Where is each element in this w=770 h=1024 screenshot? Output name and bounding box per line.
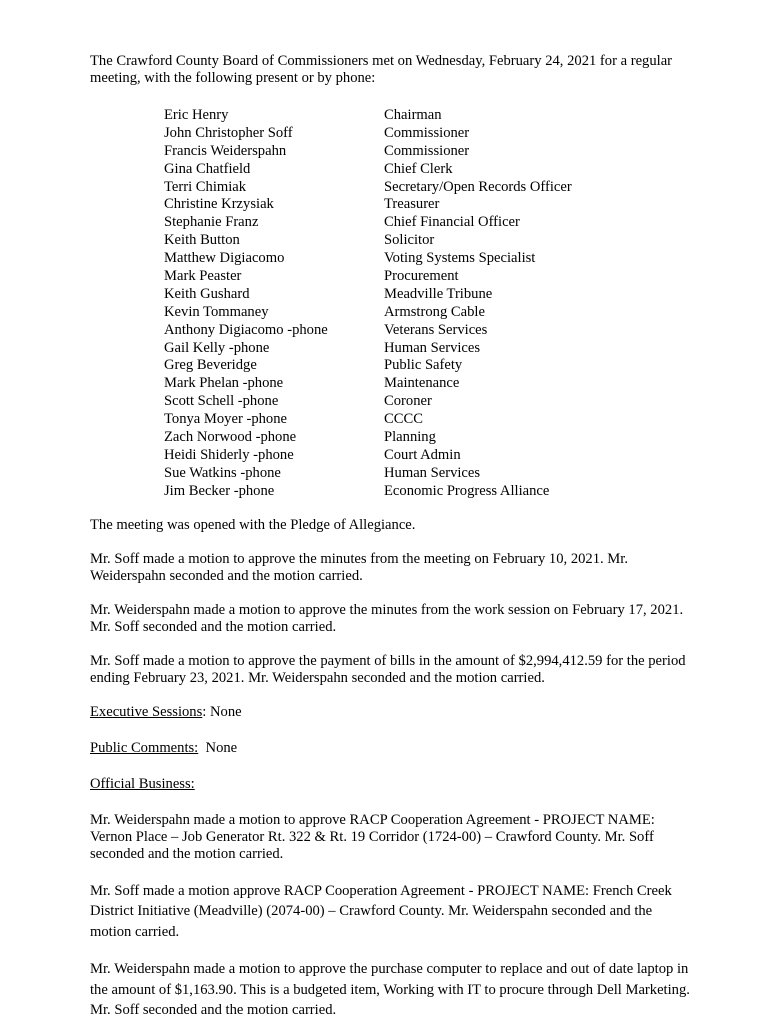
attendee-name: Anthony Digiacomo -phone xyxy=(164,321,328,338)
attendee-name: Gail Kelly -phone xyxy=(164,339,270,356)
attendee-name: Tonya Moyer -phone xyxy=(164,411,287,428)
attendee-name: Stephanie Franz xyxy=(164,214,259,231)
attendee-name: Kevin Tommaney xyxy=(164,303,269,320)
attendee-role: Armstrong Cable xyxy=(384,303,485,320)
attendee-row xyxy=(90,125,690,143)
attendee-row xyxy=(90,268,690,286)
attendee-role: Secretary/Open Records Officer xyxy=(384,178,572,195)
attendee-name: Heidi Shiderly -phone xyxy=(164,446,294,463)
attendee-role: Solicitor xyxy=(384,232,435,249)
attendee-role: Economic Progress Alliance xyxy=(384,482,550,499)
attendee-name: Matthew Digiacomo xyxy=(164,250,285,267)
executive-sessions-line xyxy=(90,704,690,721)
attendee-role: Court Admin xyxy=(384,446,461,463)
attendee-row xyxy=(90,322,690,340)
public-comments-value: None xyxy=(198,739,238,756)
attendee-name: Greg Beveridge xyxy=(164,357,257,374)
attendee-row xyxy=(90,179,690,197)
attendee-row xyxy=(90,214,690,232)
attendee-row xyxy=(90,393,690,411)
attendee-row xyxy=(90,143,690,161)
attendee-role: Human Services xyxy=(384,339,481,356)
attendee-role: Commissioner xyxy=(384,142,470,159)
motion-racp-french-creek-paragraph: Mr. Soff made a motion approve RACP Cooperation Agreement - PROJECT NAME: French Creek District Initiative (Meadville) (2074-00) – Crawford County. Mr. Weiderspahn seconded and the motion carried. xyxy=(90,882,672,940)
executive-sessions-value: : None xyxy=(202,703,242,720)
attendee-role: Chairman xyxy=(384,107,442,123)
attendee-row xyxy=(90,107,690,125)
public-comments-line xyxy=(90,740,690,757)
attendee-name: Sue Watkins -phone xyxy=(164,464,281,481)
attendee-name: Mark Peaster xyxy=(164,268,242,285)
meeting-minutes-page xyxy=(90,53,690,1021)
public-comments-heading: Public Comments: xyxy=(90,739,199,756)
motion-work-session-paragraph: Mr. Weiderspahn made a motion to approve the minutes from the work session on February 17, 2021. Mr. Soff seconded and the motion carried. xyxy=(90,601,684,635)
intro-paragraph: The Crawford County Board of Commissioners met on Wednesday, February 24, 2021 for a regular meeting, with the following present or by phone: xyxy=(90,53,673,86)
attendee-row xyxy=(90,411,690,429)
attendee-row xyxy=(90,340,690,358)
attendee-role: Chief Clerk xyxy=(384,160,453,177)
attendee-row xyxy=(90,447,690,465)
attendee-row xyxy=(90,250,690,268)
official-business-line xyxy=(90,776,690,793)
attendee-role: Veterans Services xyxy=(384,321,488,338)
attendee-role: Meadville Tribune xyxy=(384,285,493,302)
attendee-name: Keith Gushard xyxy=(164,285,250,302)
attendee-name: Christine Krzysiak xyxy=(164,196,274,213)
attendee-role: Human Services xyxy=(384,464,481,481)
attendee-role: Voting Systems Specialist xyxy=(384,250,536,267)
attendee-role: Planning xyxy=(384,429,436,446)
attendee-row xyxy=(90,483,690,501)
attendee-role: Commissioner xyxy=(384,124,470,141)
attendee-role: Public Safety xyxy=(384,357,463,374)
attendee-name: Terri Chimiak xyxy=(164,178,247,195)
attendee-name: Gina Chatfield xyxy=(164,160,251,177)
attendee-row xyxy=(90,196,690,214)
attendee-row xyxy=(90,232,690,250)
attendee-role: Procurement xyxy=(384,268,459,285)
official-business-heading: Official Business: xyxy=(90,775,195,792)
attendee-row xyxy=(90,375,690,393)
attendee-role: Chief Financial Officer xyxy=(384,214,520,231)
attendee-name: Francis Weiderspahn xyxy=(164,142,287,159)
attendee-name: John Christopher Soff xyxy=(164,124,293,141)
pledge-paragraph: The meeting was opened with the Pledge of Allegiance. xyxy=(90,516,416,533)
attendee-name: Mark Phelan -phone xyxy=(164,375,284,392)
attendee-name: Keith Button xyxy=(164,232,240,249)
attendee-row xyxy=(90,429,690,447)
attendee-name: Scott Schell -phone xyxy=(164,393,279,410)
attendee-role: Coroner xyxy=(384,393,432,410)
attendee-name: Eric Henry xyxy=(164,107,229,123)
attendee-row xyxy=(90,161,690,179)
attendee-row xyxy=(90,357,690,375)
attendee-role: Maintenance xyxy=(384,375,460,392)
attendee-row xyxy=(90,286,690,304)
motion-bills-paragraph: Mr. Soff made a motion to approve the payment of bills in the amount of $2,994,412.59 for the period ending February 23, 2021. Mr. Weiderspahn seconded and the motion carried. xyxy=(90,652,686,686)
motion-minutes-paragraph: Mr. Soff made a motion to approve the minutes from the meeting on February 10, 2021. Mr. Weiderspahn seconded and the motion carried. xyxy=(90,550,628,584)
attendee-list xyxy=(90,107,690,501)
attendee-row xyxy=(90,304,690,322)
motion-racp-vernon-paragraph: Mr. Weiderspahn made a motion to approve RACP Cooperation Agreement - PROJECT NAME: Vernon Place – Job Generator Rt. 322 & Rt. 19 Corridor (1724-00) – Crawford County. Mr. Soff seconded and the motion carried. xyxy=(90,811,655,862)
motion-computer-paragraph: Mr. Weiderspahn made a motion to approve the purchase computer to replace and out of date laptop in the amount of $1,163.90. This is a budgeted item, Working with IT to procure through Dell Marketing. Mr. Soff seconded and the motion carried. xyxy=(90,961,690,1019)
attendee-name: Jim Becker -phone xyxy=(164,482,275,499)
executive-sessions-heading: Executive Sessions xyxy=(90,703,203,720)
attendee-name: Zach Norwood -phone xyxy=(164,429,297,446)
attendee-role: CCCC xyxy=(384,411,423,428)
attendee-row xyxy=(90,465,690,483)
attendee-role: Treasurer xyxy=(384,196,440,213)
